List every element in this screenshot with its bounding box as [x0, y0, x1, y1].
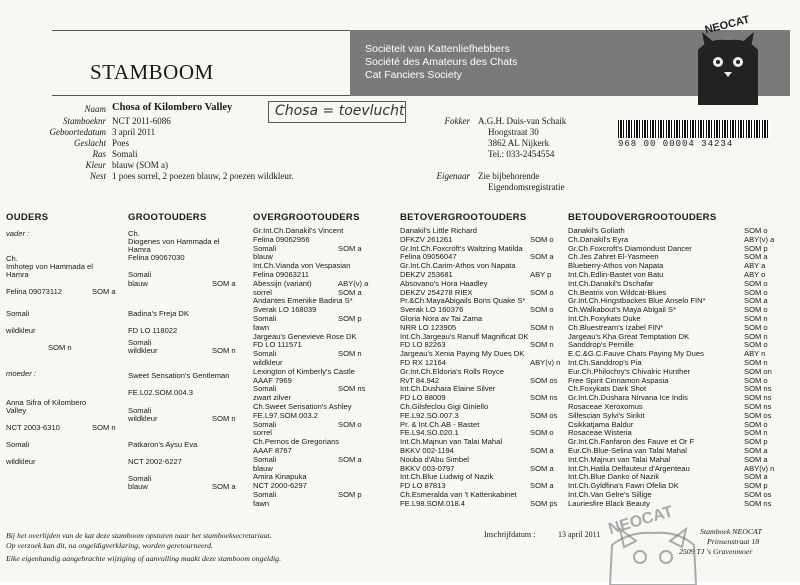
- birthdate-label: Geboortedatum: [49, 127, 106, 137]
- grandparent-code: SOM a: [212, 279, 236, 288]
- stamboeknr-label: Stamboeknr: [63, 116, 106, 126]
- gg-grandparent-line: RvT 84.942: [400, 375, 440, 385]
- ggg-grandparent-code: SOM o: [744, 340, 768, 350]
- ggg-grandparent-code: SOM n: [744, 358, 768, 367]
- parent-line: moeder :: [6, 369, 36, 378]
- name-label: Naam: [84, 104, 106, 114]
- gg-grandparent-line: FD LO 88009: [400, 393, 446, 403]
- ggg-grandparent-line: Ch.Beatrix von Wildcat-Blues: [568, 287, 667, 297]
- great-grandparent-line: Ch.Sweet Sensation's Ashley: [253, 402, 352, 411]
- header-betovergrootouders: BETOVERGROOTOUDERS: [400, 212, 527, 223]
- great-grandparent-line: Somali: [253, 419, 277, 429]
- gg-grandparent-line: FD LO 82263: [400, 340, 446, 350]
- gg-grandparent-code: SOM n: [530, 322, 554, 332]
- gg-grandparent-code: SOM n: [530, 340, 554, 350]
- parent-line: wildkleur: [6, 326, 36, 335]
- society-name-fr: Société des Amateurs des Chats: [365, 56, 518, 68]
- registration-date: 13 april 2011: [558, 530, 601, 539]
- great-grandparent-line: Felina 09063211: [253, 270, 310, 279]
- great-grandparent-line: Lexington of Kimberly's Castle: [253, 366, 355, 376]
- ggg-grandparent-line: Blueberry-Athos von Napata: [568, 261, 664, 271]
- top-rule: [52, 30, 352, 31]
- ggg-grandparent-line: Eur.Ch.Blue-Selina van Talai Mahal: [568, 446, 687, 455]
- great-grandparent-line: sorrel: [253, 428, 272, 438]
- grandparent-code: SOM n: [212, 346, 236, 355]
- parent-line: Felina 09073112: [6, 287, 63, 296]
- header-betoudovergrootouders: BETOUDOVERGROOTOUDERS: [568, 212, 717, 223]
- breeder-city: 3862 AL Nijkerk: [488, 138, 550, 148]
- registration-date-label: Inschrijfdatum :: [484, 530, 536, 539]
- gg-grandparent-line: Gloria Nora av Tai Zama: [400, 314, 483, 323]
- grandparent-line: Somali: [128, 338, 152, 347]
- breeder-label: Fokker: [444, 116, 470, 126]
- grandparent-line: blauw: [128, 482, 148, 491]
- gg-grandparent-line: FE.L98.SOM.018.4: [400, 498, 466, 508]
- gg-grandparent-line: DEKZV 254278 RIEX: [400, 287, 473, 297]
- grandparent-line: wildkleur: [128, 414, 158, 423]
- grandparent-code: SOM n: [212, 414, 236, 423]
- gg-grandparent-line: FE.L94.SO.020.1: [400, 428, 459, 438]
- parent-line: Somali: [6, 309, 30, 318]
- great-grandparent-line: Sverak LO 168039: [253, 305, 317, 315]
- gg-grandparent-line: FD LO 87813: [400, 481, 446, 491]
- handwritten-note: Chosa = toevlucht: [275, 103, 405, 119]
- ggg-grandparent-code: ABY a: [744, 261, 766, 271]
- gg-grandparent-line: Gr.Int.Ch.Foxcroft's Waltzing Matilda: [400, 243, 523, 253]
- gg-grandparent-line: Gr.Int.Ch.Eldoria's Rolls Royce: [400, 366, 505, 376]
- neocat-logo: [688, 10, 768, 110]
- great-grandparent-code: SOM n: [338, 349, 362, 359]
- grandparent-line: Felina 09067030: [128, 253, 185, 262]
- great-grandparent-line: Somali: [253, 384, 277, 394]
- parent-line: Anna Sifra of Kilombero: [6, 398, 87, 407]
- parent-line: Ch.: [6, 254, 18, 263]
- ggg-grandparent-line: Ch.Foxykats Dark Shot: [568, 384, 647, 394]
- great-grandparent-line: Somali: [253, 349, 277, 359]
- great-grandparent-line: blauw: [253, 252, 273, 262]
- ggg-grandparent-line: Gr.Int.Ch.Fanfaron des Fauve et Or F: [568, 437, 695, 447]
- color-label: Kleur: [85, 160, 106, 170]
- ggg-grandparent-line: Lauriesfire Black Beauty: [568, 498, 650, 508]
- ggg-grandparent-line: Jargeau's Kha Great Temptation DK: [568, 331, 690, 341]
- great-grandparent-line: Abessijn (variant): [253, 278, 312, 288]
- ggg-grandparent-line: Csikkatjama Baldur: [568, 419, 634, 429]
- page-title: STAMBOOM: [90, 60, 214, 84]
- ggg-grandparent-code: SOM ns: [744, 393, 772, 403]
- ggg-grandparent-code: SOM o: [744, 287, 768, 297]
- header-overgrootouders: OVERGROOTOUDERS: [253, 212, 360, 223]
- parent-line: Somali: [6, 440, 30, 449]
- ggg-grandparent-code: ABY(v) n: [744, 463, 775, 473]
- society-name-en: Cat Fanciers Society: [365, 69, 462, 81]
- ggg-grandparent-line: Ch.Jes Zahret El-Yasmeen: [568, 252, 659, 262]
- footer-note-2: Op verzoek kan dit, na ongeldigverklaring, worden geretourneerd.: [6, 541, 214, 550]
- grandparent-line: Somali: [128, 406, 152, 415]
- gg-grandparent-code: ABY(v) n: [530, 358, 561, 367]
- gg-grandparent-line: Ch.Gilsfeclou Gigi Giniello: [400, 402, 489, 411]
- ggg-grandparent-line: Int.Ch.Edlin-Bastet von Batu: [568, 270, 664, 279]
- grandparent-line: Hamra: [128, 245, 151, 254]
- parent-line: Valley: [6, 406, 27, 415]
- grandparent-line: Somali: [128, 270, 152, 279]
- ggg-grandparent-line: Gr.Int.Ch.Hingstbackes Blue Anselo FIN*: [568, 296, 706, 306]
- gg-grandparent-code: SOM ps: [530, 498, 558, 508]
- great-grandparent-code: SOM o: [338, 419, 362, 429]
- ggg-grandparent-line: Ch.Walkabout's Maya Abigail S*: [568, 305, 676, 315]
- gg-grandparent-code: SOM a: [530, 252, 554, 262]
- great-grandparent-line: AAAF 7969: [253, 375, 292, 385]
- great-grandparent-line: Somali: [253, 454, 277, 464]
- svg-text:NEOCAT: NEOCAT: [703, 13, 751, 37]
- ggg-grandparent-code: SOM on: [744, 366, 772, 376]
- great-grandparent-line: Gr.Int.Ch.Danakil's Vincent: [253, 226, 344, 235]
- grandparent-line: FD LO 118022: [128, 326, 178, 335]
- gg-grandparent-line: BKKV 003-0797: [400, 463, 455, 473]
- great-grandparent-code: SOM p: [338, 490, 362, 499]
- great-grandparent-line: fawn: [253, 322, 270, 332]
- gg-grandparent-line: FE.L92.SO.007.3: [400, 410, 459, 420]
- gg-grandparent-line: Ch.Esmeralda van 't Kattenkabinet: [400, 490, 517, 499]
- grandparent-line: Somali: [128, 474, 152, 483]
- gg-grandparent-line: DEKZV 253681: [400, 270, 453, 279]
- gg-grandparent-line: Pr. & Int.Ch.AB - Bastet: [400, 419, 480, 429]
- gg-grandparent-line: Pr.&Ch.MayaAbigails Bons Quake S*: [400, 296, 526, 306]
- grandparent-line: blauw: [128, 279, 148, 288]
- gg-grandparent-line: Jargeau's Xenia Paying My Dues DK: [400, 349, 525, 359]
- great-grandparent-line: Andantes Emenike Badina S*: [253, 296, 353, 306]
- owner-label: Eigenaar: [436, 171, 470, 181]
- great-grandparent-line: zwart zilver: [253, 393, 291, 403]
- society-name-nl: Sociëteit van Kattenliefhebbers: [365, 43, 510, 55]
- great-grandparent-code: SOM a: [338, 454, 362, 464]
- cat-name: Chosa of Kilombero Valley: [112, 102, 233, 113]
- parent-code: SOM a: [92, 287, 116, 296]
- ggg-grandparent-line: Free Spirit Cinnamon Aspasia: [568, 375, 669, 385]
- ggg-grandparent-line: Int.Ch.Danakil's Dschafar: [568, 278, 654, 288]
- owner-line-1: Zie bijbehorende: [478, 171, 540, 181]
- ggg-grandparent-code: SOM o: [744, 305, 768, 315]
- great-grandparent-line: Jargeau's Genevieve Rose DK: [253, 331, 357, 341]
- stamboeknr-value: NCT 2011-6086: [112, 116, 171, 126]
- great-grandparent-line: fawn: [253, 498, 270, 508]
- birthdate-value: 3 april 2011: [112, 127, 156, 137]
- ggg-grandparent-line: Int.Ch.Hatila Delfauteur d'Argenteau: [568, 463, 690, 473]
- ggg-grandparent-line: Rosaceae Xeroxomus: [568, 402, 643, 411]
- parent-line: Hamra: [6, 270, 29, 279]
- grandparent-line: wildkleur: [128, 346, 158, 355]
- ggg-grandparent-code: SOM ns: [744, 402, 772, 411]
- grandparent-line: NCT 2002-6227: [128, 457, 182, 466]
- ggg-grandparent-code: SOM n: [744, 314, 768, 323]
- ggg-grandparent-line: Silfescian Sylvi's Sirikit: [568, 410, 645, 420]
- ggg-grandparent-code: SOM o: [744, 278, 768, 288]
- ggg-grandparent-line: Int.Ch.Majnun van Talai Mahal: [568, 454, 671, 464]
- great-grandparent-line: sorrel: [253, 287, 272, 297]
- gg-grandparent-line: NRR LO 123905: [400, 322, 457, 332]
- parent-line: SOM n: [48, 343, 72, 352]
- footer-note-3: Elke eigenhandig aangebrachte wijziging of aanvulling maakt deze stamboom ongeldig.: [6, 554, 282, 563]
- neocat-stamp: [590, 495, 720, 585]
- ggg-grandparent-code: SOM n: [744, 331, 768, 341]
- ggg-grandparent-line: Int.Ch.Blue Danko of Nazik: [568, 472, 660, 482]
- gg-grandparent-line: Int.Ch.Blue Ludwig of Nazik: [400, 472, 494, 482]
- great-grandparent-code: SOM a: [338, 243, 362, 253]
- grandparent-code: SOM a: [212, 482, 236, 491]
- address-line-1: Stamboek NEOCAT: [700, 527, 762, 536]
- gg-grandparent-line: BKKV 002-1194: [400, 446, 454, 455]
- ggg-grandparent-line: Rosaceae Wisteria: [568, 428, 632, 438]
- grandparent-line: Patkaron's Aysu Eva: [128, 440, 198, 449]
- ggg-grandparent-code: ABY n: [744, 349, 766, 359]
- parent-line: NCT 2003-6310: [6, 423, 60, 432]
- ggg-grandparent-line: Int.Ch.Van Gelre's Sillige: [568, 490, 652, 499]
- breeder-name: A.G.H. Duis-van Schaik: [478, 116, 567, 126]
- barcode: [618, 120, 770, 138]
- sex-label: Geslacht: [74, 138, 106, 148]
- ggg-grandparent-line: Ch.Bluestream's Izabel FIN*: [568, 322, 664, 332]
- great-grandparent-line: Int.Ch.Vianda von Vespasian: [253, 261, 351, 271]
- ggg-grandparent-code: SOM o: [744, 322, 768, 332]
- gg-grandparent-code: SOM a: [530, 481, 554, 491]
- breed-label: Ras: [92, 149, 106, 159]
- breeder-street: Hoogstraat 30: [488, 127, 539, 137]
- ggg-grandparent-code: SOM p: [744, 481, 768, 491]
- ggg-grandparent-code: SOM os: [744, 410, 772, 420]
- great-grandparent-line: AAAF 8767: [253, 446, 292, 455]
- great-grandparent-line: Felina 09062956: [253, 234, 310, 244]
- great-grandparent-line: Somali: [253, 490, 277, 499]
- svg-text:NEOCAT: NEOCAT: [606, 503, 676, 538]
- grandparent-line: Badina's Freja DK: [128, 309, 189, 318]
- great-grandparent-line: NCT 2000-6297: [253, 481, 307, 491]
- great-grandparent-line: blauw: [253, 463, 273, 473]
- parent-code: SOM n: [92, 423, 116, 432]
- ggg-grandparent-code: SOM n: [744, 428, 768, 438]
- parent-line: wildkleur: [6, 457, 36, 466]
- ggg-grandparent-code: SOM a: [744, 252, 768, 262]
- address-line-3: 2509 TJ 's Gravenmoer: [679, 547, 753, 556]
- great-grandparent-line: wildkleur: [253, 358, 283, 367]
- ggg-grandparent-code: SOM ns: [744, 384, 772, 394]
- ggg-grandparent-line: Sanddrop's Pernille: [568, 340, 634, 350]
- gg-grandparent-code: SOM os: [530, 375, 558, 385]
- grandparent-line: FE.L02.SOM.004.3: [128, 388, 194, 397]
- header-ouders: OUDERS: [6, 212, 49, 223]
- gg-grandparent-line: Int.Ch.Majnun van Talai Mahal: [400, 437, 503, 447]
- great-grandparent-line: Ch.Pernos de Gregorians: [253, 437, 340, 447]
- ggg-grandparent-code: SOM a: [744, 454, 768, 464]
- gg-grandparent-line: Danakil's Little Richard: [400, 226, 477, 235]
- great-grandparent-line: Amira Kinapuka: [253, 472, 307, 482]
- ggg-grandparent-code: ABY o: [744, 270, 766, 279]
- ggg-grandparent-line: Danakil's Goliath: [568, 226, 625, 235]
- gg-grandparent-code: SOM ns: [530, 393, 558, 403]
- ggg-grandparent-code: SOM os: [744, 490, 772, 499]
- sex-value: Poes: [112, 138, 130, 148]
- great-grandparent-line: Somali: [253, 243, 277, 253]
- gg-grandparent-line: DFKZV 261261: [400, 234, 453, 244]
- parent-line: vader :: [6, 229, 30, 238]
- great-grandparent-line: Somali: [253, 314, 277, 323]
- gg-grandparent-line: Absovano's Hora Haadley: [400, 278, 488, 288]
- gg-grandparent-code: SOM a: [530, 463, 554, 473]
- header-grootouders: GROOTOUDERS: [128, 212, 207, 223]
- ggg-grandparent-code: SOM a: [744, 446, 768, 455]
- gg-grandparent-code: SOM os: [530, 410, 558, 420]
- ggg-grandparent-line: Ch.Danakil's Eyra: [568, 234, 629, 244]
- ggg-grandparent-code: SOM p: [744, 437, 768, 447]
- color-value: blauw (SOM a): [112, 160, 168, 170]
- ggg-grandparent-line: Gr.Int.Ch.Dushara Nirvana Ice Indis: [568, 393, 688, 403]
- gg-grandparent-code: ABY p: [530, 270, 552, 279]
- ggg-grandparent-line: Int.Ch.Sanddrop's Pia: [568, 358, 642, 367]
- great-grandparent-code: SOM a: [338, 287, 362, 297]
- gg-grandparent-line: Nouba d'Abu Simbel: [400, 454, 469, 464]
- grandparent-line: Sweet Sensation's Gentleman: [128, 371, 230, 380]
- gg-grandparent-line: FD RX 12164: [400, 358, 447, 367]
- ggg-grandparent-code: SOM o: [744, 419, 768, 429]
- ggg-grandparent-line: Int.Ch.Gyldfina's Fawn Ofelia DK: [568, 481, 679, 491]
- gg-grandparent-line: Felina 09056047: [400, 252, 457, 262]
- gg-grandparent-code: SOM o: [530, 234, 554, 244]
- great-grandparent-code: SOM ns: [338, 384, 366, 394]
- ggg-grandparent-code: SOM a: [744, 472, 768, 482]
- title-rule: [52, 95, 350, 96]
- litter-value: 1 poes sorrel, 2 poezen blauw, 2 poezen wildkleur.: [112, 171, 294, 181]
- breeder-phone: Tel.: 033-2454554: [488, 149, 555, 159]
- gg-grandparent-line: Int.Ch.Dushara Elaine Silver: [400, 384, 496, 394]
- gg-grandparent-code: SOM o: [530, 287, 554, 297]
- grandparent-line: Diogenes von Hammada el: [128, 237, 220, 246]
- ggg-grandparent-code: SOM p: [744, 243, 768, 253]
- breed-value: Somali: [112, 149, 138, 159]
- ggg-grandparent-line: Gr.Ch.Foxcroft's Diamondust Dancer: [568, 243, 692, 253]
- ggg-grandparent-code: SOM ns: [744, 498, 772, 508]
- gg-grandparent-code: SOM a: [530, 446, 554, 455]
- gg-grandparent-line: Sverak LO 160376: [400, 305, 464, 315]
- barcode-number: 968 00 00004 34234: [618, 139, 734, 149]
- ggg-grandparent-code: SOM o: [744, 375, 768, 385]
- ggg-grandparent-code: ABY(v) a: [744, 234, 775, 244]
- ggg-grandparent-code: SOM a: [744, 296, 768, 306]
- gg-grandparent-line: Gr.Int.Ch.Carim-Athos von Napata: [400, 261, 516, 271]
- owner-line-2: Eigendomsregistratie: [488, 182, 565, 192]
- ggg-grandparent-line: Int.Ch.Foxykats Duke: [568, 314, 641, 323]
- parent-line: Imhotep von Hammada el: [6, 262, 93, 271]
- great-grandparent-code: ABY(v) a: [338, 278, 369, 288]
- gg-grandparent-line: Int.Ch.Jargeau's Ranulf Magnificat DK: [400, 331, 529, 341]
- great-grandparent-code: SOM p: [338, 314, 362, 323]
- footer-note-1: Bij het overlijden van de kat deze stamboom opsturen naar het stamboeksecretariaat.: [6, 531, 272, 540]
- ggg-grandparent-code: SOM o: [744, 226, 768, 235]
- gg-grandparent-code: SOM o: [530, 305, 554, 315]
- great-grandparent-line: FD LO 111571: [253, 340, 302, 350]
- grandparent-line: Ch.: [128, 229, 140, 238]
- great-grandparent-line: FE.L97.SOM.003.2: [253, 410, 319, 420]
- litter-label: Nest: [89, 171, 106, 181]
- ggg-grandparent-line: E.C.&G.C.Fauve Chats Paying My Dues: [568, 349, 704, 359]
- gg-grandparent-code: SOM o: [530, 428, 554, 438]
- ggg-grandparent-line: Eur.Ch.Philochry's Chivalric Hunther: [568, 366, 691, 376]
- address-line-2: Prinsenstraat 18: [707, 537, 760, 546]
